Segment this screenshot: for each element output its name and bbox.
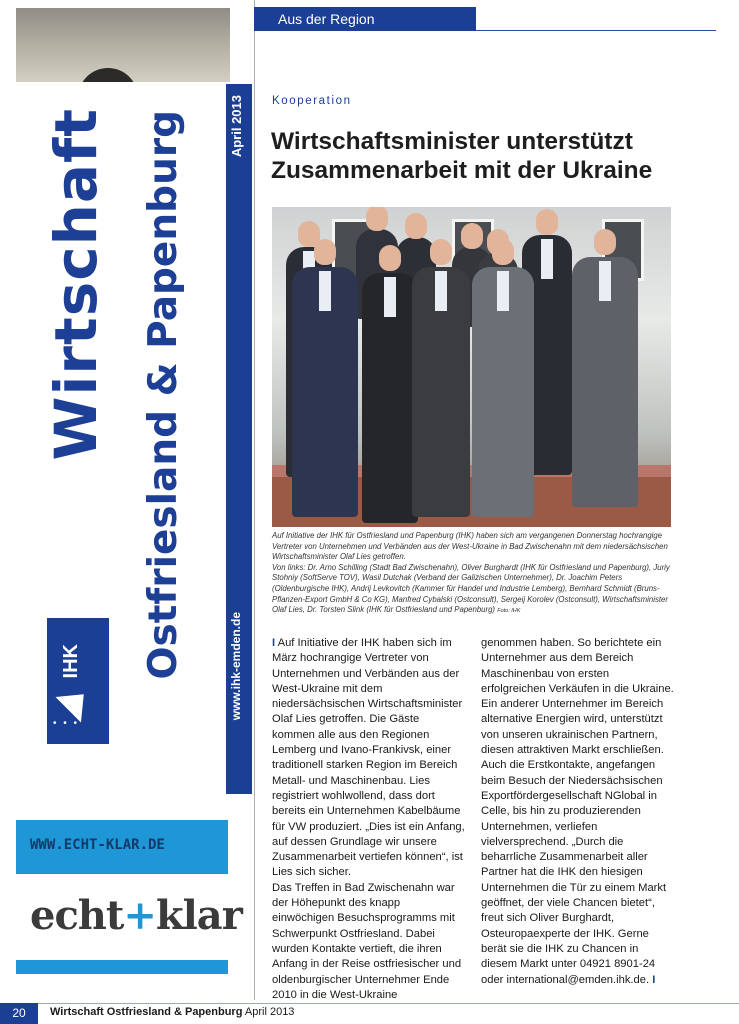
page-number: 20 <box>0 1003 38 1024</box>
body-paragraph-3: genommen haben. So berichtete ein Unternehmer aus dem Bereich Maschinenbau von ersten erfolgreichen Verkäufen in die Ukraine. Ein anderer Unternehmer im Bereich alternative Energien wird, unterstützt von unseren ukrainischen Partnern, diesen attraktiven Markt erschließen. <box>481 637 674 757</box>
headline-line-1: Wirtschaftsminister unterstützt <box>271 128 633 155</box>
ihk-logo-text: IHK <box>60 644 82 679</box>
article-column-left <box>272 636 465 1003</box>
photo-caption <box>272 531 672 617</box>
cover-url: www.ihk-emden.de <box>229 612 243 721</box>
cover-subtitle: Ostfriesland & Papenburg <box>141 110 186 680</box>
ihk-dots-icon: • • • <box>53 718 80 729</box>
footer-publication <box>50 1006 294 1018</box>
promo-logo-right: klar <box>155 892 242 939</box>
article-kicker: Kooperation <box>272 95 352 107</box>
article-start-marker: I <box>272 637 276 649</box>
page-footer <box>0 1003 739 1024</box>
footer-publication-name: Wirtschaft Ostfriesland & Papenburg <box>50 1006 243 1018</box>
cover-title: Wirtschaft <box>42 108 110 461</box>
body-paragraph-1 <box>272 636 465 881</box>
footer-issue: April 2013 <box>244 1006 295 1018</box>
photo-credit: Foto: IHK <box>497 608 521 615</box>
promo-banner <box>16 820 228 874</box>
ihk-logo <box>47 618 109 744</box>
caption-lead: Auf Initiative der IHK für Ostfriesland und Papenburg (IHK) haben sich am vergangenen Donnerstag hochrangige Vertreter von Unternehmen und Verbänden aus der West-Ukraine in Bad Zwischenahn mit dem niedersächsischen Wirtschaftsminister Olaf Lies getroffen. <box>272 531 668 562</box>
ihk-arrow-icon <box>55 681 96 722</box>
body-paragraph-2: Das Treffen in Bad Zwischenahn war der Höhepunkt des knapp einwöchigen Besuchsprogramms mit Schwerpunkt Ostfriesland. Dabei wurden Kontakte vertieft, die ihren Anfang in der Reise ostfriesischer und oldenburgischer Unternehmer Ende 2010 in die West-Ukraine <box>272 881 462 1001</box>
body-paragraph-1-text: Auf Initiative der IHK haben sich im März hochrangige Vertreter von Unternehmen und Verbänden aus der West-Ukraine mit dem niedersächsischen Wirtschaftsminister Olaf Lies getroffen. Die Gäste kommen alle aus den Regionen Lemberg und Ivano-Frankivsk, einer traditionell starken Region im Bereich Metall- und Maschinenbau. Lies registriert wohlwollend, dass dort bereits ein Unternehmen Kabelbäume für VW produziert. „Dies ist ein Anfang, auf dessen Grundlage wir unsere Zusammenarbeit vertiefen können“, ist Lies sich sicher. <box>272 637 465 879</box>
column-divider <box>254 0 255 1000</box>
promo-underline <box>16 960 228 974</box>
body-paragraph-4 <box>481 758 675 987</box>
body-paragraph-4-text: Auch die Erstkontakte, angefangen beim Besuch der Niedersächsischen Exportfördergesellschaft NGlobal in Celle, bis hin zu produzierenden Unternehmen, verliefen vielversprechend. „Durch die beharrliche Zusammenarbeit aller Partner hat die IHK den hiesigen Unternehmen die Tür zu einem Markt geöffnet, der viele Chancen bietet“, freut sich Oliver Burghardt, Osteuropaexperte der IHK. Gerne berät sie die IHK zu Chancen in diesem Markt unter 04921 8901-24 oder international@emden.ihk.de. <box>481 759 667 986</box>
article-end-marker: I <box>652 973 656 986</box>
group-photo <box>272 207 671 527</box>
caption-names: Von links: Dr. Arno Schilling (Stadt Bad Zwischenahn), Oliver Burghardt (IHK für Ostfriesland und Papenburg), Juriy Stohniy (SoftServe TOV), Wasil Dutchak (Verband der Galizischen Unternehmer), Dr. Joachim Peters (Oldenburgische IHK), Andrij Levkovitch (Kammer für Handel und Industrie Lemberg), Bernhard Schmidt (Bruns-Pflanzen-Export GmbH & Co KG), Manfred Cybalski (Ostconsult), Sergeij Korolev (Ostconsult), Wirtschaftsminister Olaf Lies, Dr. Torsten Slink (IHK für Ostfriesland und Papenburg) <box>272 562 670 615</box>
promo-url: WWW.ECHT-KLAR.DE <box>30 837 165 853</box>
promo-logo-left: echt <box>30 892 124 939</box>
article-headline <box>271 127 691 185</box>
section-label: Aus der Region <box>254 7 476 31</box>
article-column-right <box>481 636 675 988</box>
cover-photo-fragment <box>16 8 230 88</box>
cover-issue-date: April 2013 <box>229 95 244 158</box>
headline-line-2: Zusammenarbeit mit der Ukraine <box>271 157 653 184</box>
header-rule <box>476 30 716 31</box>
footer-rule <box>0 1003 739 1004</box>
promo-logo <box>30 892 242 939</box>
plus-icon: + <box>123 892 156 939</box>
